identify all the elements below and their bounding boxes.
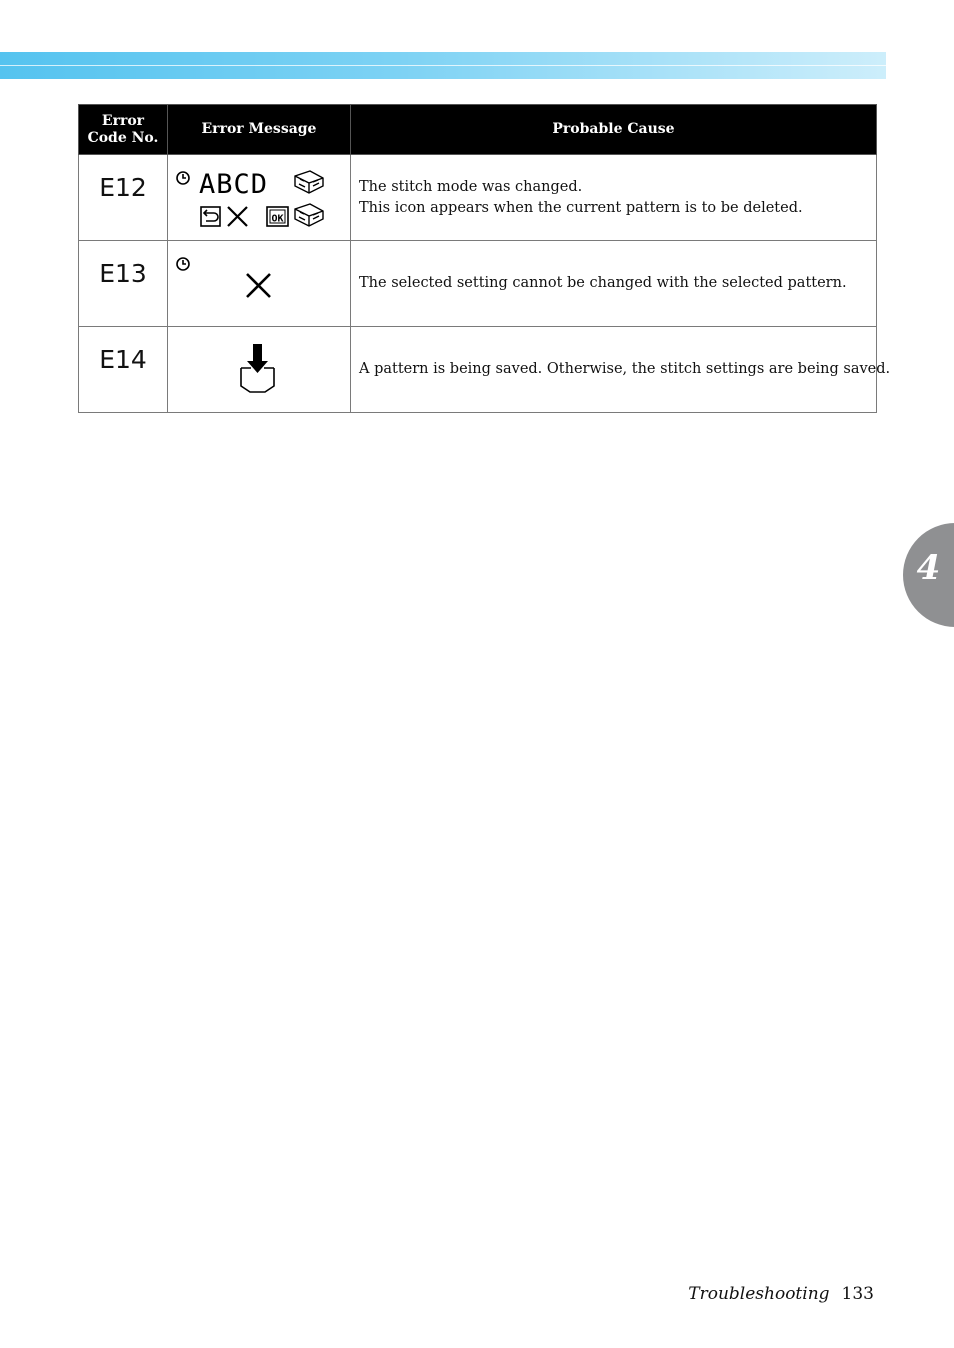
page-number: 133	[841, 1284, 874, 1304]
cause-line: The selected setting cannot be changed with the selected pattern.	[359, 275, 847, 291]
error-message-graphic	[168, 155, 351, 236]
error-message-graphic	[168, 327, 351, 408]
ok-icon	[267, 207, 288, 226]
error-code: E14	[99, 345, 147, 374]
table-row	[79, 241, 877, 327]
pattern-text: ABCD	[199, 169, 269, 200]
error-code: E13	[99, 259, 147, 288]
probable-cause-cell	[351, 327, 891, 413]
undo-icon	[201, 207, 220, 226]
error-message-cell	[168, 241, 351, 327]
error-code: E12	[99, 173, 147, 202]
page-footer	[688, 1284, 874, 1304]
sewing-machine-icon	[295, 204, 323, 226]
header-code-line1: Error	[101, 112, 145, 129]
cross-icon	[247, 274, 270, 297]
header-band	[0, 52, 886, 79]
probable-cause-cell	[351, 241, 877, 327]
sewing-machine-icon	[295, 171, 323, 193]
error-message-cell	[168, 327, 351, 413]
header-code-line2: Code No.	[87, 129, 159, 146]
cause-line: A pattern is being saved. Otherwise, the stitch settings are being saved.	[359, 361, 891, 377]
save-arrow-icon	[241, 344, 274, 392]
cross-icon	[228, 207, 247, 226]
table-row	[79, 155, 877, 241]
cause-line: The stitch mode was changed.	[359, 178, 583, 195]
header-message: Error Message	[168, 105, 351, 155]
error-table	[78, 104, 891, 413]
cause-line: This icon appears when the current pattern is to be deleted.	[359, 199, 803, 216]
svg-text:OK: OK	[271, 213, 284, 225]
clock-icon	[177, 258, 189, 270]
error-code-cell	[79, 155, 168, 241]
table-header-row	[79, 105, 877, 155]
error-code-cell	[79, 241, 168, 327]
clock-icon	[177, 172, 189, 184]
error-message-cell	[168, 155, 351, 241]
error-message-graphic	[168, 241, 351, 322]
header-cause: Probable Cause	[351, 105, 877, 155]
header-code	[79, 105, 168, 155]
header-band-line	[0, 65, 886, 66]
probable-cause-cell	[351, 155, 877, 241]
error-code-cell	[79, 327, 168, 413]
chapter-number: 4	[916, 548, 941, 588]
section-title: Troubleshooting	[688, 1284, 830, 1304]
table-row	[79, 327, 877, 413]
